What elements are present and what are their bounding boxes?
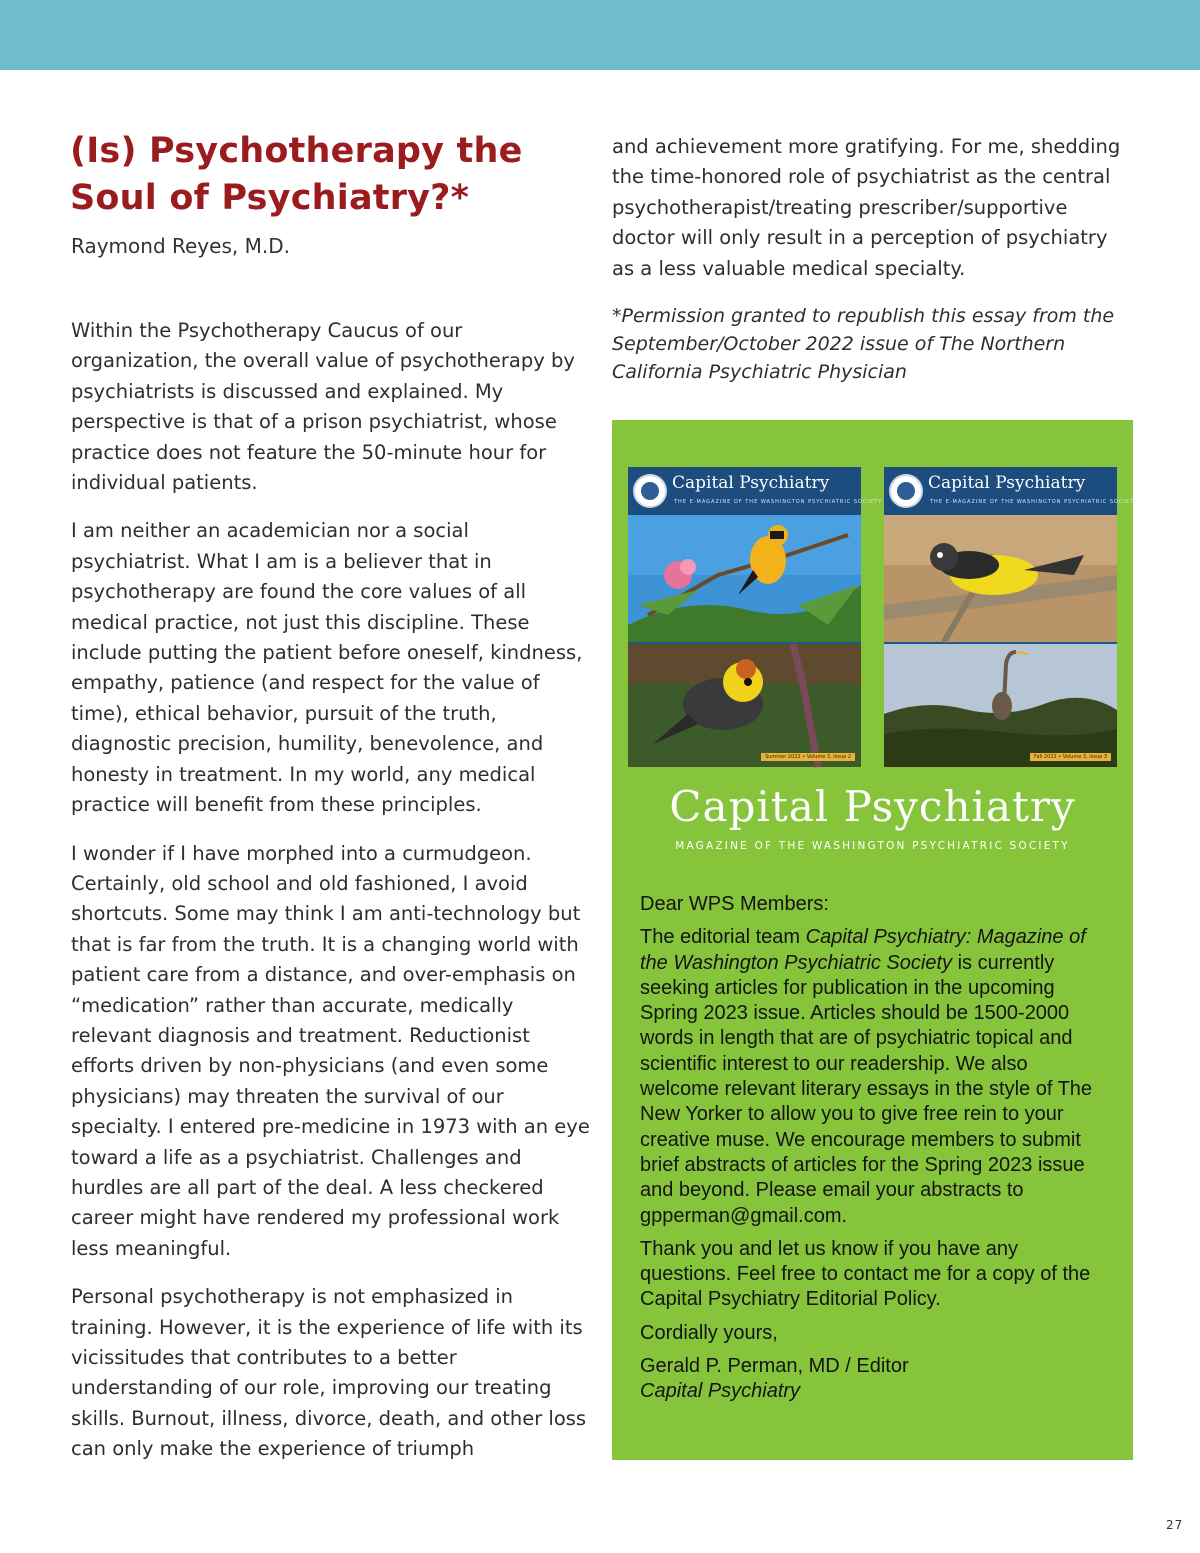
article-paragraph-2: I am neither an academician nor a social psychiatrist. What I am is a believer that in psychotherapy are found the core values of all medical practice, not just this discipline. These include putting the patient before oneself, kindness, empathy, patience (and respect for the value of time), ethical behavior, pursuit of the truth, diagnostic precision, humility, benevolence, and honesty in treatment. In my world, any medical practice will benefit from these principles.: [71, 519, 583, 817]
title-line-1: (Is) Psychotherapy the: [70, 131, 523, 171]
society-seal-icon: [889, 474, 923, 508]
letter-body-rest: is currently seeking articles for publication in the upcoming Spring 2023 issue. Articles should be 1500-2000 words in length that are of psychiatric topical and scientific interest to our readership. We also welcome relevant literary essays in the style of The New Yorker to allow you to give free rein to your creative muse. We encourage members to submit brief abstracts of articles for the Spring 2023 issue and beyond. Please email your abstracts to gpperman@gmail.com.: [640, 951, 1093, 1227]
article-column-left: [71, 316, 591, 1483]
cover-title: Capital Psychiatry: [672, 473, 830, 493]
capital-psychiatry-promo: [612, 420, 1139, 1460]
heron-bird-photo: [884, 644, 1117, 767]
magazine-cover-summer: [628, 467, 883, 767]
society-seal-icon: [633, 474, 667, 508]
permission-note: *Permission granted to republish this essay from the September/October 2022 issue of The Northern California Psychiatric Physician: [612, 305, 1115, 384]
warbler-bird-photo: [628, 644, 861, 767]
letter-publication-name: Capital Psychiatry: Magazine of the Washington Psychiatric Society: [640, 926, 1086, 974]
top-color-band: [0, 0, 1200, 70]
article-column-right: [612, 132, 1122, 386]
magnolia-warbler-photo: [884, 515, 1117, 642]
article-paragraph-3: I wonder if I have morphed into a curmudgeon. Certainly, old school and old fashioned, I avoid shortcuts. Some may think I am anti-technology but that is far from the truth. It is a changing world with patient care from a distance, and over-emphasis on “medication” rather than accurate, medically relevant diagnosis and treatment. Reductionist efforts driven by non-physicians (and even some physicians) may threaten the survival of our specialty. I entered pre-medicine in 1973 with an eye toward a life as a psychiatrist. Challenges and hurdles are all part of the deal. A less checkered career might have rendered my professional work less meaningful.: [71, 841, 590, 1260]
letter-body-intro: The editorial team: [640, 926, 806, 949]
magazine-title: Capital Psychiatry: [669, 782, 1076, 831]
article-author: Raymond Reyes, M.D.: [71, 234, 290, 258]
letter-body: [640, 925, 1110, 1229]
letter-closing: Cordially yours,: [640, 1321, 778, 1344]
article-paragraph-4: Personal psychotherapy is not emphasized in training. However, it is the experience of life with its vicissitudes that contributes to a better understanding of our role, improving our treating skills. Burnout, illness, divorce, death, and other loss can only make the experience of triumph: [71, 1285, 587, 1461]
article-title: [70, 128, 570, 222]
editor-letter: [640, 892, 1110, 1413]
article-paragraph-1: Within the Psychotherapy Caucus of our organization, the overall value of psychotherapy by psychiatrists is discussed and explained. My perspective is that of a prison psychiatrist, whose practice does not feature the 50-minute hour for individual patients.: [71, 319, 575, 495]
cover-header: [628, 467, 883, 515]
magazine-subtitle: MAGAZINE OF THE WASHINGTON PSYCHIATRIC SOCIETY: [675, 840, 1070, 852]
cover-header: [884, 467, 1139, 515]
letter-greeting: Dear WPS Members:: [640, 893, 829, 915]
cover-title: Capital Psychiatry: [928, 473, 1086, 493]
cover-issue-badge: Summer 2022 • Volume 3, Issue 2: [761, 753, 855, 761]
article-paragraph-5: and achievement more gratifying. For me, shedding the time-honored role of psychiatrist as the central psychotherapist/treating prescriber/supportive doctor will only result in a perception of psychiatry as a less valuable medical specialty.: [612, 135, 1121, 280]
cover-subtitle: THE E-MAGAZINE OF THE WASHINGTON PSYCHIATRIC SOCIETY: [674, 499, 883, 505]
letter-thanks: Thank you and let us know if you have any questions. Feel free to contact me for a copy of the Capital Psychiatry Editorial Policy.: [640, 1237, 1091, 1311]
oriole-bird-photo: [628, 515, 861, 642]
cover-subtitle: THE E-MAGAZINE OF THE WASHINGTON PSYCHIATRIC SOCIETY: [930, 499, 1139, 505]
magazine-cover-fall: [884, 467, 1139, 767]
cover-issue-badge: Fall 2022 • Volume 3, Issue 3: [1030, 753, 1111, 761]
page-number: 27: [1166, 1518, 1184, 1532]
letter-signature: Gerald P. Perman, MD / Editor: [640, 1355, 909, 1378]
title-line-2: Soul of Psychiatry?*: [70, 178, 470, 218]
letter-publication: Capital Psychiatry: [640, 1380, 801, 1403]
